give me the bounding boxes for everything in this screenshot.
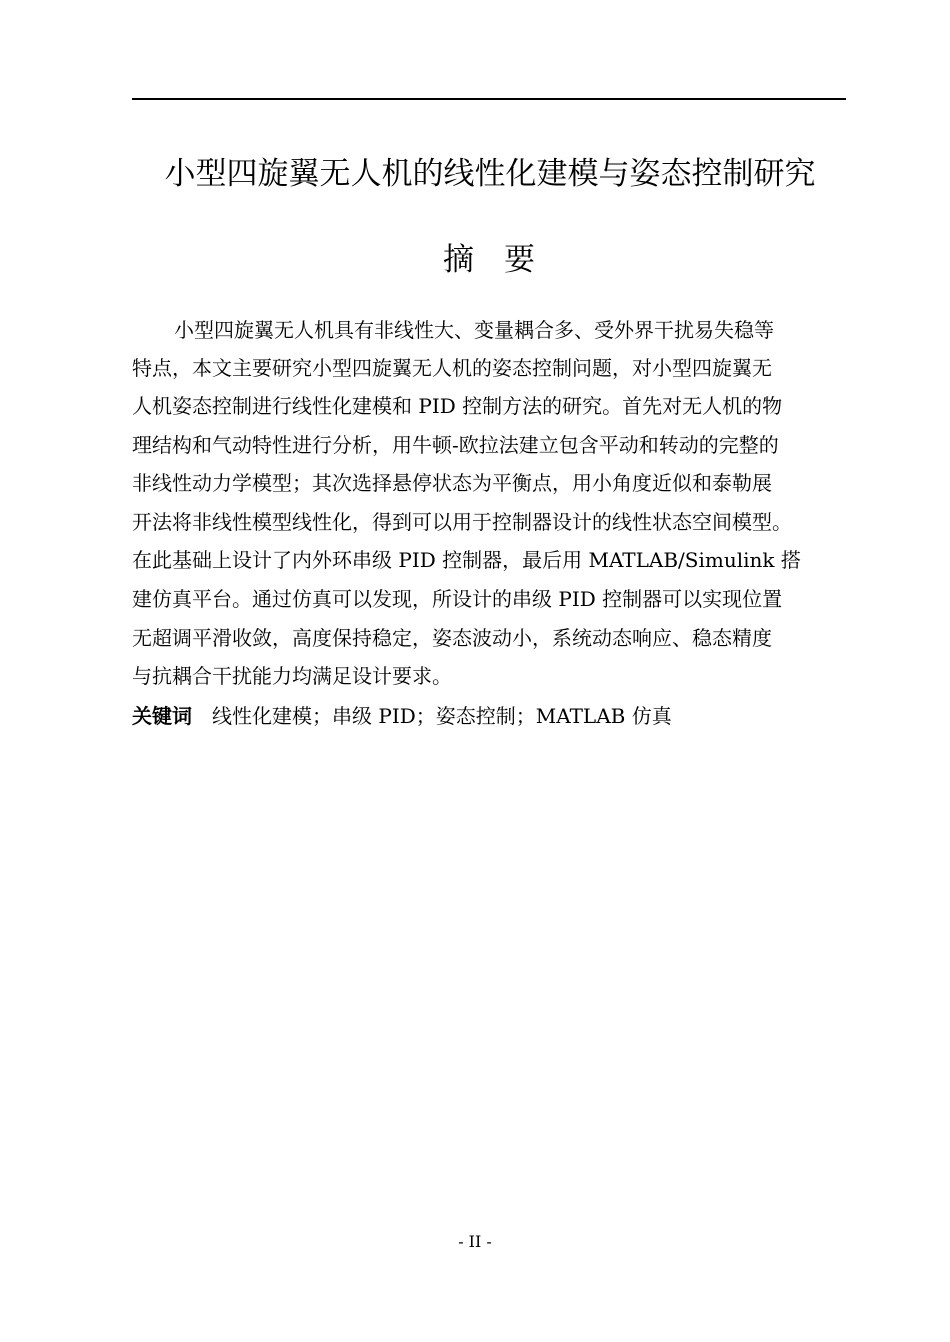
keywords-line xyxy=(132,697,846,735)
abstract-line-1: 小型四旋翼无人机具有非线性大、变量耦合多、受外界干扰易失稳等 xyxy=(174,318,774,342)
thesis-title: 小型四旋翼无人机的线性化建模与姿态控制研究 xyxy=(164,156,816,192)
abstract-line-10: 与抗耦合干扰能力均满足设计要求。 xyxy=(132,664,452,688)
header-rule xyxy=(132,98,846,100)
keywords-label: 关键词 xyxy=(132,704,192,728)
abstract-line-3: 人机姿态控制进行线性化建模和 PID 控制方法的研究。首先对无人机的物 xyxy=(132,394,783,418)
abstract-line-2: 特点，本文主要研究小型四旋翼无人机的姿态控制问题，对小型四旋翼无 xyxy=(132,356,772,380)
keywords-text: 线性化建模；串级 PID；姿态控制；MATLAB 仿真 xyxy=(212,704,672,728)
abstract-line-4: 理结构和气动特性进行分析，用牛顿-欧拉法建立包含平动和转动的完整的 xyxy=(132,433,779,457)
abstract-line-6: 开法将非线性模型线性化，得到可以用于控制器设计的线性状态空间模型。 xyxy=(132,510,792,534)
abstract-line-5: 非线性动力学模型；其次选择悬停状态为平衡点，用小角度近似和泰勒展 xyxy=(132,471,772,495)
abstract-heading: 摘要 xyxy=(443,242,565,278)
abstract-line-8: 建仿真平台。通过仿真可以发现，所设计的串级 PID 控制器可以实现位置 xyxy=(132,587,783,611)
abstract-line-7: 在此基础上设计了内外环串级 PID 控制器，最后用 MATLAB/Simulink 搭 xyxy=(132,548,801,572)
page-number: - II - xyxy=(458,1232,492,1251)
abstract-line-9: 无超调平滑收敛，高度保持稳定，姿态波动小，系统动态响应、稳态精度 xyxy=(132,626,772,650)
